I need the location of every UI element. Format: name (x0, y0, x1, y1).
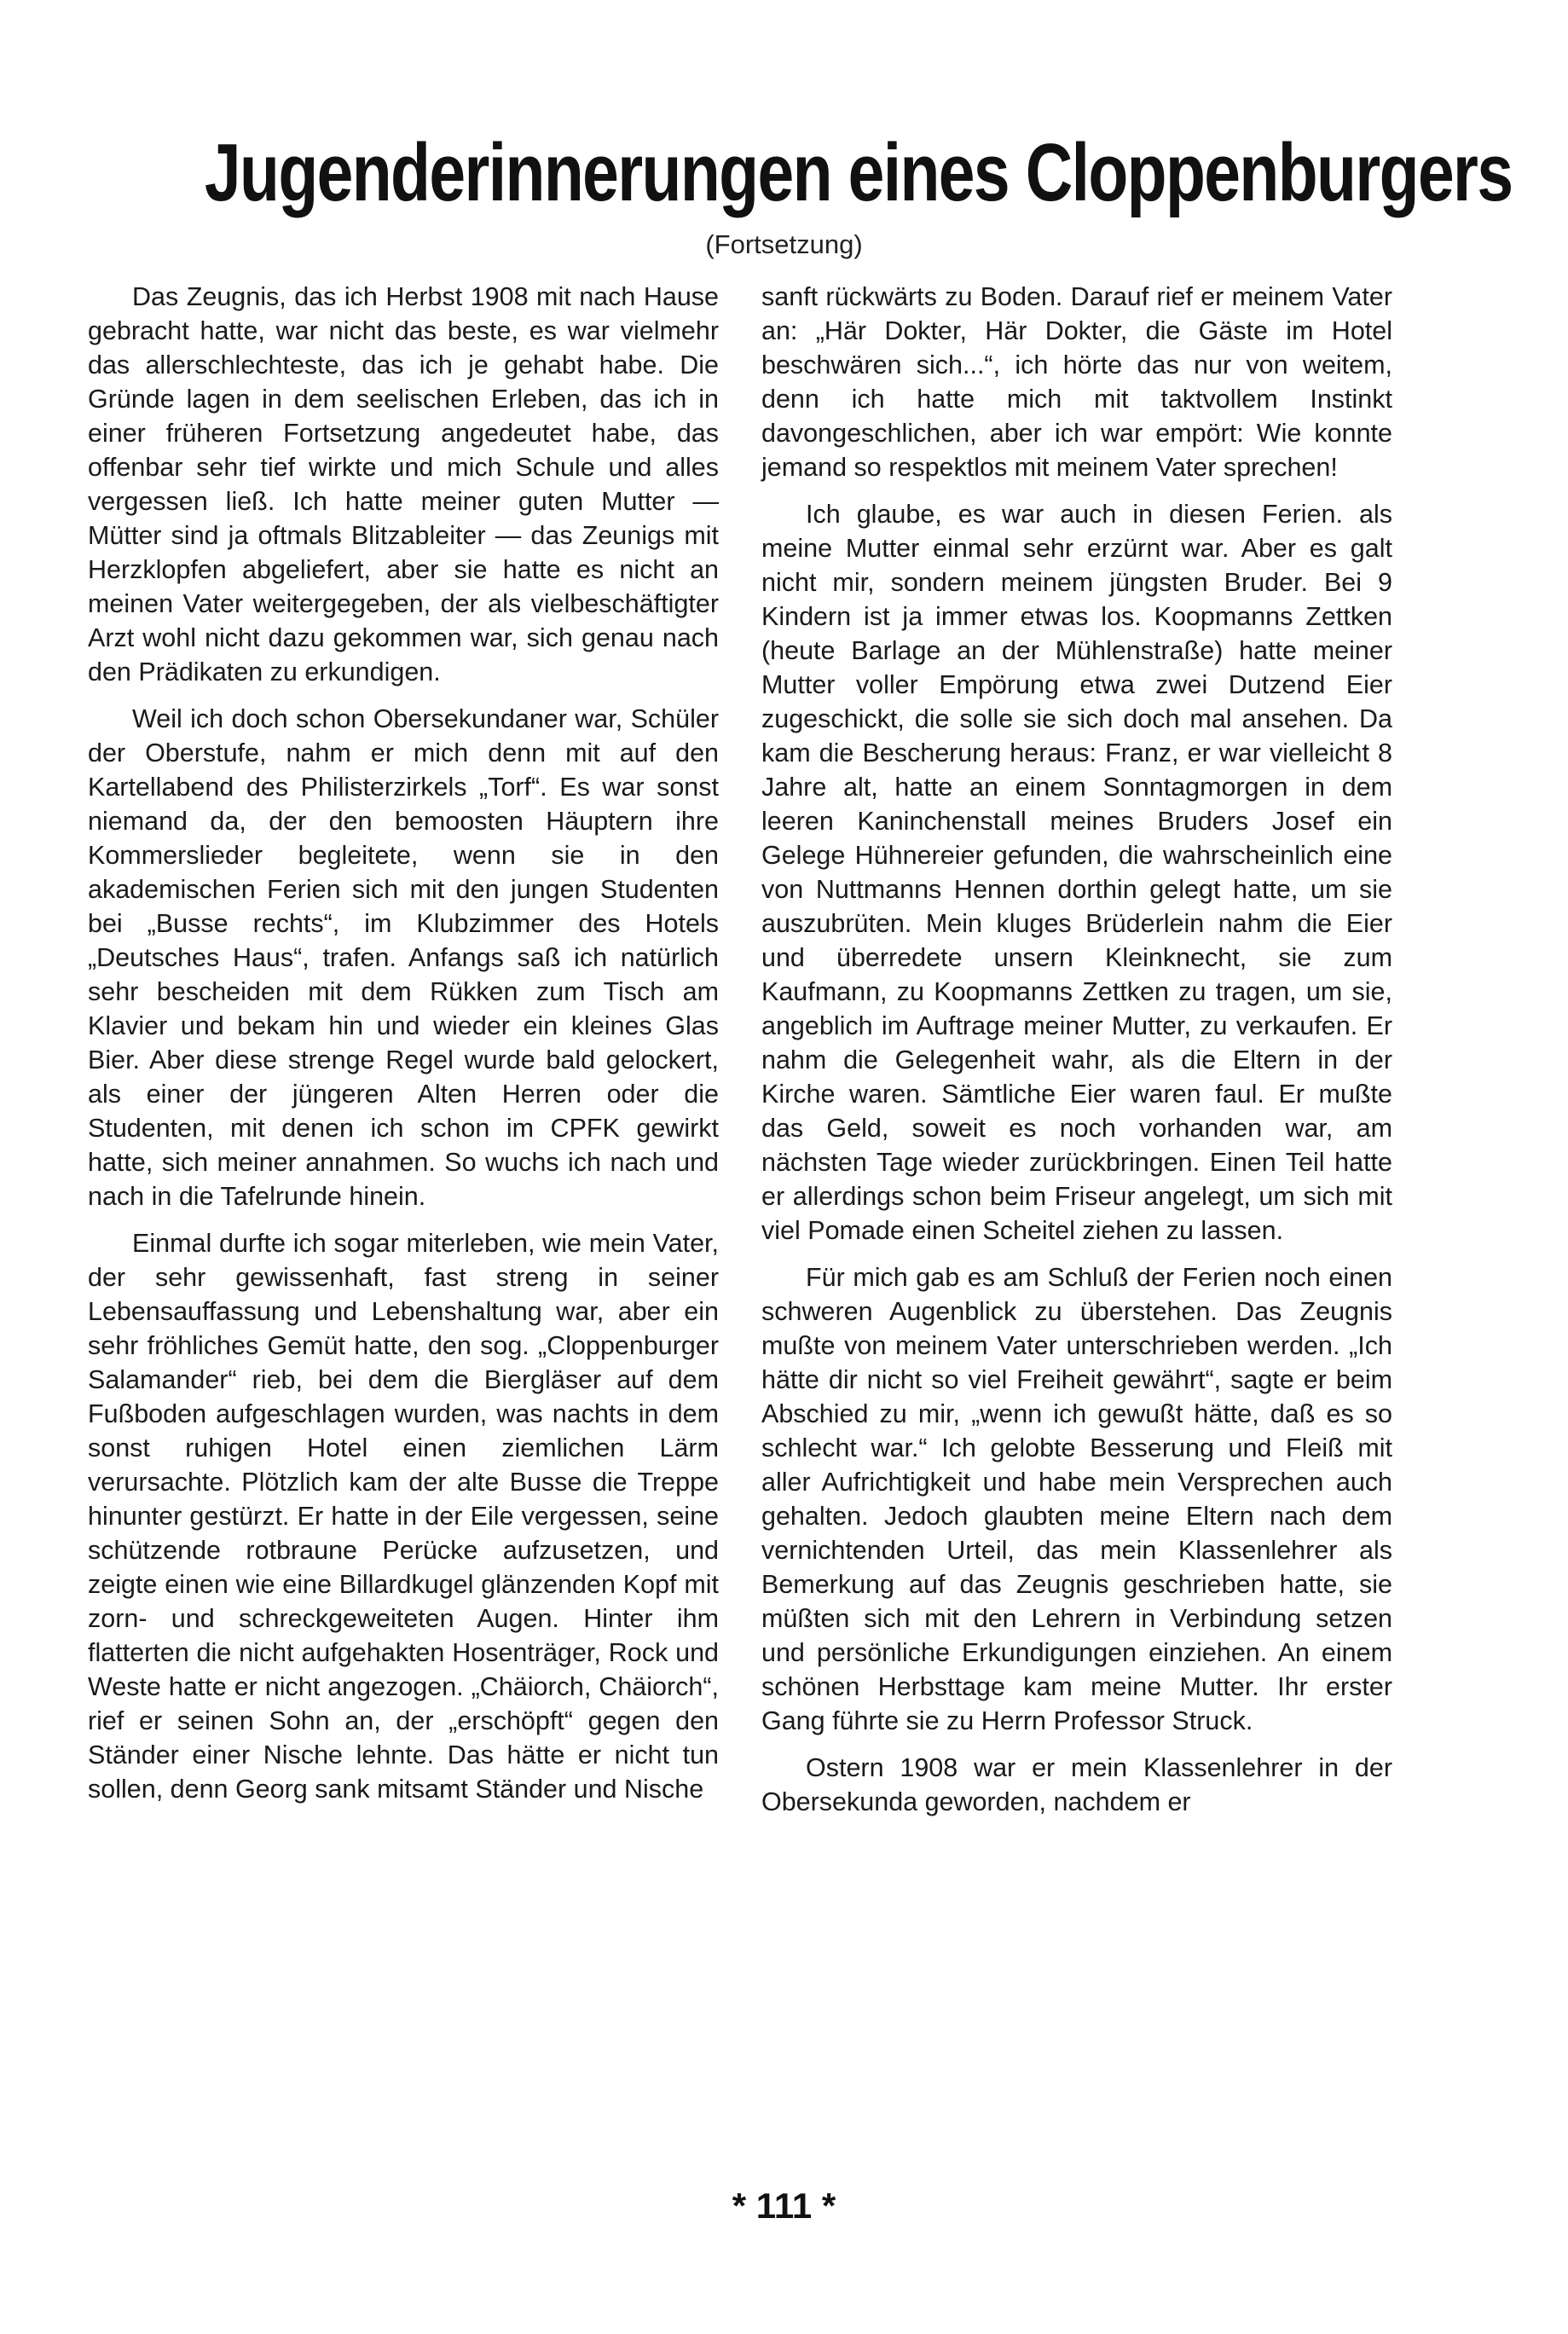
article-subtitle: (Fortsetzung) (705, 229, 863, 259)
text-column-left (88, 280, 719, 1819)
page-number: * 111 * (732, 2186, 836, 2226)
paragraph: Ich glaube, es war auch in diesen Ferien. als meine Mutter einmal sehr erzürnt war. Aber es galt nicht mir, sondern meinem jüngsten Bruder. Bei 9 Kindern ist ja immer etwas los. Koopmanns Zettken (heute Barlage an der Mühlenstraße) hatte meiner Mutter voller Empörung etwa zwei Dutzend Eier zugeschickt, die solle sie sich doch mal ansehen. Da kam die Bescherung heraus: Franz, er war vielleicht 8 Jahre alt, hatte an einem Sonntagmorgen in dem leeren Kaninchenstall meines Bruders Josef ein Gelege Hühnereier gefunden, die wahrscheinlich eine von Nuttmanns Hennen dorthin gelegt hatte, um sie auszubrüten. Mein kluges Brüderlein nahm die Eier und überredete unsern Kleinknecht, sie zum Kaufmann, zu Koopmanns Zettken zu tragen, um sie, angeblich im Auftrage meiner Mutter, zu verkaufen. Er nahm die Gelegenheit wahr, als die Eltern in der Kirche waren. Sämtliche Eier waren faul. Er mußte das Geld, soweit es noch vorhanden war, am nächsten Tage wieder zurückbringen. Einen Teil hatte er allerdings schon beim Friseur angelegt, um sich mit viel Pomade einen Scheitel ziehen zu lassen. (761, 500, 1392, 1245)
paragraph: Das Zeugnis, das ich Herbst 1908 mit nach Hause gebracht hatte, war nicht das beste, es war vielmehr das allerschlechteste, das ich je gehabt habe. Die Gründe lagen in dem seelischen Erleben, das ich in einer früheren Fortsetzung angedeutet habe, das offenbar sehr tief wirkte und mich Schule und alles vergessen ließ. Ich hatte meiner guten Mutter — Mütter sind ja oftmals Blitzableiter — das Zeunigs mit Herzklopfen abgeliefert, aber sie hatte es nicht an meinen Vater weitergegeben, der als vielbeschäftigter Arzt wohl nicht dazu gekommen war, sich genau nach den Prädikaten zu erkundigen. (88, 282, 719, 686)
article-title: Jugenderinnerungen eines Cloppenburgers (204, 127, 1513, 218)
paragraph: Für mich gab es am Schluß der Ferien noch einen schweren Augenblick zu überstehen. Das Zeugnis mußte von meinem Vater unterschrieben werden. „Ich hätte dir nicht so viel Freiheit gewährt“, sagte er beim Abschied zu mir, „wenn ich gewußt hätte, daß es so schlecht war.“ Ich gelobte Besserung und Fleiß mit aller Aufrichtigkeit und habe mein Versprechen auch gehalten. Jedoch glaubten meine Eltern nach dem vernichtenden Urteil, das mein Klassenlehrer als Bemerkung auf das Zeugnis geschrieben hatte, sie müßten sich mit den Lehrern in Verbindung setzen und persönliche Erkundigungen einziehen. An einem schönen Herbsttage kam meine Mutter. Ihr erster Gang führte sie zu Herrn Professor Struck. (761, 1263, 1392, 1735)
paragraph: Einmal durfte ich sogar miterleben, wie mein Vater, der sehr gewissenhaft, fast streng in seiner Lebensauffassung und Lebenshaltung war, aber ein sehr fröhliches Gemüt hatte, den sog. „Cloppenburger Salamander“ rieb, bei dem die Biergläser auf dem Fußboden aufgeschlagen wurden, was nachts in dem sonst ruhigen Hotel einen ziemlichen Lärm verursachte. Plötzlich kam der alte Busse die Treppe hinunter gestürzt. Er hatte in der Eile vergessen, seine schützende rotbraune Perücke aufzusetzen, und zeigte einen wie eine Billardkugel glänzenden Kopf mit zorn- und schreckgeweiteten Augen. Hinter ihm flatterten die nicht aufgehakten Hosenträger, Rock und Weste hatte er nicht angezogen. „Chäiorch, Chäiorch“, rief er seinen Sohn an, der „erschöpft“ gegen den Ständer einer Nische lehnte. Das hätte er nicht tun sollen, denn Georg sank mitsamt Ständer und Nische (88, 1229, 719, 1804)
paragraph: Ostern 1908 war er mein Klassenlehrer in der Obersekunda geworden, nachdem er (761, 1753, 1392, 1816)
text-column-right (761, 280, 1392, 1832)
paragraph: Weil ich doch schon Obersekundaner war, Schüler der Oberstufe, nahm er mich denn mit auf den Kartellabend des Philisterzirkels „Torf“. Es war sonst niemand da, der den bemoosten Häuptern ihre Kommerslieder begleitete, wenn sie in den akademischen Ferien sich mit den jungen Studenten bei „Busse rechts“, im Klubzimmer des Hotels „Deutsches Haus“, trafen. Anfangs saß ich natürlich sehr bescheiden mit dem Rükken zum Tisch am Klavier und bekam hin und wieder ein kleines Glas Bier. Aber diese strenge Regel wurde bald gelockert, als einer der jüngeren Alten Herren oder die Studenten, mit denen ich schon im CPFK gewirkt hatte, sich meiner annahmen. So wuchs ich nach und nach in die Tafelrunde hinein. (88, 704, 719, 1211)
paragraph-continuation: sanft rückwärts zu Boden. Darauf rief er meinem Vater an: „Här Dokter, Här Dokter, die Gäste im Hotel beschwären sich...“, ich hörte das nur von weitem, denn ich hatte mich mit taktvollem Instinkt davongeschlichen, aber ich war empört: Wie konnte jemand so respektlos mit meinem Vater sprechen! (761, 282, 1392, 482)
